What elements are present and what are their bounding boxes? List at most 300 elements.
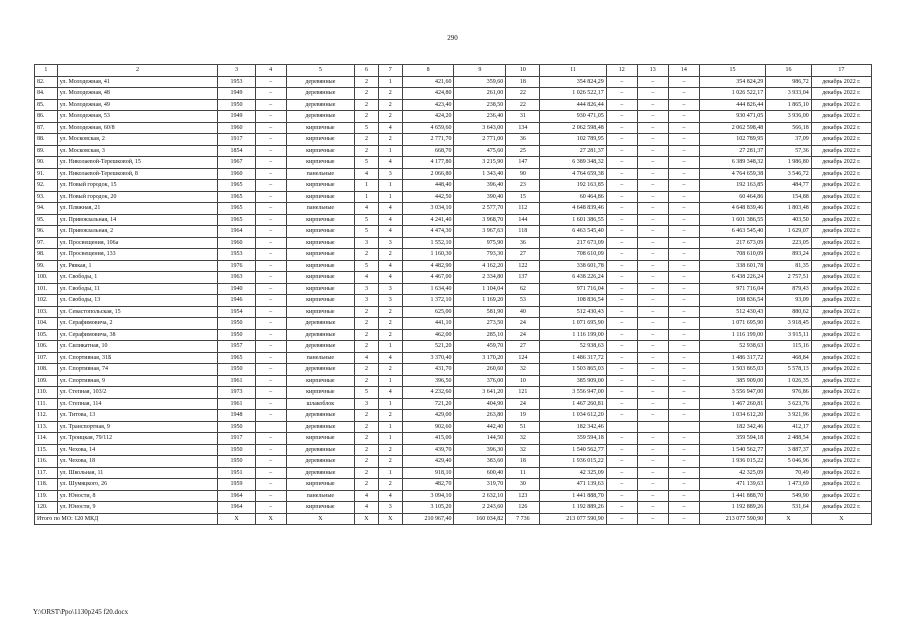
table-cell: 126 bbox=[506, 502, 540, 514]
table-cell: 3 556 947,00 bbox=[699, 387, 765, 399]
table-cell: ул. Школьная, 11 bbox=[57, 467, 218, 479]
table-cell: ул. Молодежная, 53 bbox=[57, 111, 218, 123]
table-cell: 1 503 865,03 bbox=[699, 364, 765, 376]
table-cell: 88. bbox=[35, 134, 58, 146]
table-cell: 4 bbox=[355, 168, 379, 180]
table-cell: 1965 bbox=[218, 352, 255, 364]
table-cell: декабрь 2022 г. bbox=[811, 283, 871, 295]
table-cell: 1 441 888,70 bbox=[699, 490, 765, 502]
table-cell: ул. Свободы, 1 bbox=[57, 272, 218, 284]
table-cell: 3 bbox=[378, 295, 402, 307]
table-row bbox=[35, 398, 872, 410]
table-cell: 96. bbox=[35, 226, 58, 238]
table-cell: кирпичные bbox=[286, 479, 354, 491]
table-cell: 89. bbox=[35, 145, 58, 157]
table-cell: – bbox=[255, 306, 286, 318]
table-cell: 4 648 839,46 bbox=[540, 203, 606, 215]
table-cell: 31 bbox=[506, 111, 540, 123]
table-cell: ул. Титова, 13 bbox=[57, 410, 218, 422]
table-cell: кирпичные bbox=[286, 122, 354, 134]
table-cell: 2 bbox=[355, 421, 379, 433]
table-cell: 3 968,70 bbox=[454, 214, 506, 226]
table-cell: 2 bbox=[355, 410, 379, 422]
table-cell: 2 771,70 bbox=[402, 134, 454, 146]
column-header: 9 bbox=[454, 65, 506, 77]
table-cell: ул. Молодежная, 41 bbox=[57, 76, 218, 88]
table-cell: 531,64 bbox=[766, 502, 812, 514]
table-cell: – bbox=[637, 180, 668, 192]
table-cell: 1 bbox=[378, 398, 402, 410]
table-body bbox=[35, 76, 872, 513]
table-cell: ул. Пляжная, 21 bbox=[57, 203, 218, 215]
total-cell: – bbox=[606, 513, 637, 525]
table-cell: 27 281,37 bbox=[540, 145, 606, 157]
table-cell: 3 933,04 bbox=[766, 88, 812, 100]
table-cell: 3 105,20 bbox=[402, 502, 454, 514]
table-cell: – bbox=[255, 111, 286, 123]
table-row bbox=[35, 145, 872, 157]
table-cell: декабрь 2022 г. bbox=[811, 237, 871, 249]
table-cell: 971 716,04 bbox=[540, 283, 606, 295]
table-cell: 137 bbox=[506, 272, 540, 284]
table-cell: 27 bbox=[506, 249, 540, 261]
table-cell: кирпичные bbox=[286, 214, 354, 226]
table-cell: 192 163,85 bbox=[540, 180, 606, 192]
table-cell: панельные bbox=[286, 203, 354, 215]
table-cell: – bbox=[255, 329, 286, 341]
header-row bbox=[35, 65, 872, 77]
table-cell: – bbox=[637, 76, 668, 88]
table-row bbox=[35, 375, 872, 387]
table-cell: 1 bbox=[378, 433, 402, 445]
table-cell: – bbox=[606, 157, 637, 169]
table-cell: – bbox=[606, 260, 637, 272]
table-row bbox=[35, 180, 872, 192]
table-cell: 6 438 226,24 bbox=[699, 272, 765, 284]
table-cell: 116. bbox=[35, 456, 58, 468]
table-cell: 4 177,80 bbox=[402, 157, 454, 169]
table-row bbox=[35, 157, 872, 169]
table-cell: – bbox=[668, 329, 699, 341]
table-cell: декабрь 2022 г. bbox=[811, 479, 871, 491]
table-cell: 3 643,00 bbox=[454, 122, 506, 134]
table-cell: – bbox=[637, 295, 668, 307]
table-cell: ул. Юности, 9 bbox=[57, 502, 218, 514]
table-cell: – bbox=[668, 214, 699, 226]
table-cell: 1 486 317,72 bbox=[540, 352, 606, 364]
table-cell: 118. bbox=[35, 479, 58, 491]
table-cell: 484,77 bbox=[766, 180, 812, 192]
table-cell: 2 bbox=[378, 364, 402, 376]
table-cell: ул. Транспортная, 9 bbox=[57, 421, 218, 433]
table-cell: 2 bbox=[378, 329, 402, 341]
table-cell: 97. bbox=[35, 237, 58, 249]
table-cell: 5 bbox=[355, 157, 379, 169]
column-header: 6 bbox=[355, 65, 379, 77]
table-cell: декабрь 2022 г. bbox=[811, 456, 871, 468]
table-cell: ул. Просвещения, 133 bbox=[57, 249, 218, 261]
table-cell: ул. Серафимовича, 38 bbox=[57, 329, 218, 341]
table-cell: 4 bbox=[355, 203, 379, 215]
table-cell: – bbox=[668, 387, 699, 399]
table-cell: – bbox=[255, 99, 286, 111]
table-cell: 429,00 bbox=[402, 410, 454, 422]
table-cell: – bbox=[255, 272, 286, 284]
table-cell: декабрь 2022 г. bbox=[811, 88, 871, 100]
table-cell: 1961 bbox=[218, 398, 255, 410]
table-cell: – bbox=[637, 364, 668, 376]
table-cell: – bbox=[637, 444, 668, 456]
table-cell bbox=[637, 421, 668, 433]
table-cell: – bbox=[606, 134, 637, 146]
table-cell: – bbox=[606, 283, 637, 295]
table-cell: 383,60 bbox=[454, 456, 506, 468]
table-cell: – bbox=[606, 191, 637, 203]
table-cell: 5 bbox=[355, 226, 379, 238]
table-row bbox=[35, 341, 872, 353]
table-cell: 1950 bbox=[218, 456, 255, 468]
table-row bbox=[35, 410, 872, 422]
table-cell: – bbox=[606, 479, 637, 491]
table-cell: 3 641,20 bbox=[454, 387, 506, 399]
table-cell: 1 026 522,17 bbox=[699, 88, 765, 100]
table-cell: 3 bbox=[355, 398, 379, 410]
table-cell: 10 bbox=[506, 375, 540, 387]
table-cell: 2 bbox=[378, 479, 402, 491]
table-cell: ул. Новый городок, 15 bbox=[57, 180, 218, 192]
table-cell: 3 bbox=[355, 237, 379, 249]
table-cell: 3 887,37 bbox=[766, 444, 812, 456]
table-cell: 144 bbox=[506, 214, 540, 226]
table-cell: декабрь 2022 г. bbox=[811, 76, 871, 88]
table-cell: 285,10 bbox=[454, 329, 506, 341]
table-cell: 2 bbox=[355, 479, 379, 491]
table-cell: 119. bbox=[35, 490, 58, 502]
table-cell: 1 441 888,70 bbox=[540, 490, 606, 502]
table-cell: 444 826,44 bbox=[540, 99, 606, 111]
table-cell: 918,10 bbox=[402, 467, 454, 479]
table-cell: – bbox=[668, 502, 699, 514]
table-cell: 1965 bbox=[218, 214, 255, 226]
table-cell: 120. bbox=[35, 502, 58, 514]
table-cell: 223,05 bbox=[766, 237, 812, 249]
table-cell: 1 503 865,03 bbox=[540, 364, 606, 376]
table-cell: 930 471,05 bbox=[699, 111, 765, 123]
table-cell: декабрь 2022 г. bbox=[811, 99, 871, 111]
table-cell: ул. Чехова, 14 bbox=[57, 444, 218, 456]
table-cell: 4 659,60 bbox=[402, 122, 454, 134]
table-cell: 134 bbox=[506, 122, 540, 134]
table-cell: – bbox=[668, 203, 699, 215]
table-cell: 1950 bbox=[218, 99, 255, 111]
table-cell: кирпичные bbox=[286, 237, 354, 249]
table-cell: 2 bbox=[355, 433, 379, 445]
total-cell: X bbox=[286, 513, 354, 525]
table-cell: – bbox=[606, 467, 637, 479]
page-number: 290 bbox=[447, 34, 458, 42]
table-cell: – bbox=[255, 479, 286, 491]
table-cell: – bbox=[637, 490, 668, 502]
table-cell: 1 467 260,81 bbox=[540, 398, 606, 410]
table-cell: 1 936 015,22 bbox=[540, 456, 606, 468]
table-row bbox=[35, 214, 872, 226]
table-cell: 30 bbox=[506, 479, 540, 491]
table-cell: – bbox=[637, 203, 668, 215]
table-cell: – bbox=[637, 375, 668, 387]
table-cell: 721,20 bbox=[402, 398, 454, 410]
table-cell: – bbox=[255, 283, 286, 295]
table-cell: 1 bbox=[355, 180, 379, 192]
table-cell: 57,36 bbox=[766, 145, 812, 157]
table-cell: 82. bbox=[35, 76, 58, 88]
table-row bbox=[35, 318, 872, 330]
table-cell: 24 bbox=[506, 329, 540, 341]
table-cell: – bbox=[606, 76, 637, 88]
table-cell: 4 241,40 bbox=[402, 214, 454, 226]
table-cell: 475,60 bbox=[454, 145, 506, 157]
table-cell: – bbox=[637, 502, 668, 514]
table-cell: 2 bbox=[355, 456, 379, 468]
table-cell: 1 986,80 bbox=[766, 157, 812, 169]
table-cell: декабрь 2022 г. bbox=[811, 318, 871, 330]
table-cell: 581,90 bbox=[454, 306, 506, 318]
table-cell: 893,24 bbox=[766, 249, 812, 261]
total-label: Итого по МО: 120 МКД bbox=[35, 513, 218, 525]
column-header: 17 bbox=[811, 65, 871, 77]
table-cell: 396,40 bbox=[454, 180, 506, 192]
table-cell: 5 046,96 bbox=[766, 456, 812, 468]
table-cell: 459,70 bbox=[454, 341, 506, 353]
table-cell: 100. bbox=[35, 272, 58, 284]
table-cell: ул. Московская, 2 bbox=[57, 134, 218, 146]
table-cell: 2 bbox=[378, 456, 402, 468]
table-cell: ул. Силикатная, 10 bbox=[57, 341, 218, 353]
table-cell: 512 430,43 bbox=[540, 306, 606, 318]
table-cell: 24 bbox=[506, 398, 540, 410]
table-cell: кирпичные bbox=[286, 433, 354, 445]
table-cell: 1949 bbox=[218, 111, 255, 123]
table-row bbox=[35, 76, 872, 88]
table-cell: – bbox=[668, 341, 699, 353]
table-cell: 4 bbox=[355, 272, 379, 284]
table-cell: декабрь 2022 г. bbox=[811, 122, 871, 134]
table-cell: 404,90 bbox=[454, 398, 506, 410]
table-cell: – bbox=[668, 433, 699, 445]
table-cell: 102 789,95 bbox=[699, 134, 765, 146]
table-cell: – bbox=[668, 467, 699, 479]
table-cell: 4 bbox=[378, 352, 402, 364]
table-cell: 462,00 bbox=[402, 329, 454, 341]
table-cell: 429,40 bbox=[402, 456, 454, 468]
table-cell: 4 bbox=[378, 226, 402, 238]
table-cell: – bbox=[637, 237, 668, 249]
table-cell: – bbox=[606, 433, 637, 445]
table-cell: 1 540 562,77 bbox=[540, 444, 606, 456]
table-cell: кирпичные bbox=[286, 157, 354, 169]
table-cell: – bbox=[637, 456, 668, 468]
table-cell: – bbox=[668, 479, 699, 491]
table-cell: 3 967,63 bbox=[454, 226, 506, 238]
table-cell: 439,70 bbox=[402, 444, 454, 456]
table-cell: 668,70 bbox=[402, 145, 454, 157]
table-cell: 1953 bbox=[218, 249, 255, 261]
table-cell: – bbox=[668, 398, 699, 410]
table-cell: 5 bbox=[355, 122, 379, 134]
table-cell: 1950 bbox=[218, 364, 255, 376]
table-cell: 3 921,96 bbox=[766, 410, 812, 422]
table-cell: декабрь 2022 г. bbox=[811, 444, 871, 456]
table-cell: 4 bbox=[378, 214, 402, 226]
table-cell: ул. Просвещения, 106а bbox=[57, 237, 218, 249]
table-cell: 2 bbox=[355, 145, 379, 157]
table-cell: – bbox=[255, 364, 286, 376]
table-cell: 261,00 bbox=[454, 88, 506, 100]
table-cell: – bbox=[606, 237, 637, 249]
table-cell: 3 623,76 bbox=[766, 398, 812, 410]
table-cell: – bbox=[606, 410, 637, 422]
table-cell: декабрь 2022 г. bbox=[811, 364, 871, 376]
table-row bbox=[35, 456, 872, 468]
table-cell: 3 370,40 bbox=[402, 352, 454, 364]
table-cell: 1950 bbox=[218, 444, 255, 456]
table-cell: деревянные bbox=[286, 341, 354, 353]
table-cell: – bbox=[668, 375, 699, 387]
table-cell: 1 bbox=[378, 421, 402, 433]
column-header: 12 bbox=[606, 65, 637, 77]
table-cell: – bbox=[606, 490, 637, 502]
table-cell: 1 071 695,90 bbox=[540, 318, 606, 330]
table-cell: декабрь 2022 г. bbox=[811, 329, 871, 341]
table-cell: ул. Новый городок, 20 bbox=[57, 191, 218, 203]
table-row bbox=[35, 237, 872, 249]
table-cell: 986,72 bbox=[766, 76, 812, 88]
table-cell: ул. Рявкая, 1 bbox=[57, 260, 218, 272]
table-cell: 1967 bbox=[218, 157, 255, 169]
column-header: 4 bbox=[255, 65, 286, 77]
table-cell: деревянные bbox=[286, 99, 354, 111]
table-cell: 442,50 bbox=[402, 191, 454, 203]
table-cell: 108 836,54 bbox=[699, 295, 765, 307]
table-cell: декабрь 2022 г. bbox=[811, 203, 871, 215]
table-cell: ул. Привокзальная, 14 bbox=[57, 214, 218, 226]
table-cell: ул. Спортивная, 31Б bbox=[57, 352, 218, 364]
table-cell: – bbox=[606, 203, 637, 215]
table-cell: 1953 bbox=[218, 76, 255, 88]
total-cell: – bbox=[668, 513, 699, 525]
table-cell: – bbox=[668, 364, 699, 376]
table-cell: декабрь 2022 г. bbox=[811, 249, 871, 261]
table-cell: – bbox=[637, 157, 668, 169]
table-cell: панельные bbox=[286, 352, 354, 364]
table-cell: 111. bbox=[35, 398, 58, 410]
table-cell: 4 bbox=[378, 490, 402, 502]
table-cell: 1950 bbox=[218, 329, 255, 341]
table-cell: ул. Степная, 114 bbox=[57, 398, 218, 410]
table-cell: 976,86 bbox=[766, 387, 812, 399]
table-cell: 4 bbox=[378, 272, 402, 284]
table-cell: – bbox=[668, 318, 699, 330]
table-cell: 6 438 226,24 bbox=[540, 272, 606, 284]
table-cell: кирпичные bbox=[286, 283, 354, 295]
table-cell: 3 bbox=[378, 237, 402, 249]
table-cell: 6 463 545,40 bbox=[540, 226, 606, 238]
table-cell: 600,40 bbox=[454, 467, 506, 479]
table-cell: 390,40 bbox=[454, 191, 506, 203]
table-cell: декабрь 2022 г. bbox=[811, 467, 871, 479]
table-cell: 3 bbox=[378, 283, 402, 295]
table-cell: 4 bbox=[378, 387, 402, 399]
housing-table bbox=[34, 64, 872, 525]
table-cell: декабрь 2022 г. bbox=[811, 260, 871, 272]
table-cell: декабрь 2022 г. bbox=[811, 145, 871, 157]
table-cell: кирпичные bbox=[286, 387, 354, 399]
table-row bbox=[35, 352, 872, 364]
table-row bbox=[35, 329, 872, 341]
table-cell: 415,00 bbox=[402, 433, 454, 445]
table-cell: 192 163,85 bbox=[699, 180, 765, 192]
table-cell: 93,09 bbox=[766, 295, 812, 307]
table-cell: 1 bbox=[378, 76, 402, 88]
column-header: 14 bbox=[668, 65, 699, 77]
table-cell: 53 bbox=[506, 295, 540, 307]
table-cell: 424,80 bbox=[402, 88, 454, 100]
table-cell: 1963 bbox=[218, 272, 255, 284]
total-cell: X bbox=[378, 513, 402, 525]
table-cell: 87. bbox=[35, 122, 58, 134]
table-cell: декабрь 2022 г. bbox=[811, 226, 871, 238]
table-cell: – bbox=[668, 490, 699, 502]
table-cell: декабрь 2022 г. bbox=[811, 306, 871, 318]
table-cell: – bbox=[637, 226, 668, 238]
table-cell: ул. Привокзальная, 2 bbox=[57, 226, 218, 238]
table-cell: 2 bbox=[355, 467, 379, 479]
table-cell: 70,49 bbox=[766, 467, 812, 479]
table-cell: 106. bbox=[35, 341, 58, 353]
table-cell: – bbox=[606, 145, 637, 157]
table-cell: – bbox=[255, 444, 286, 456]
table-cell: 1 343,40 bbox=[454, 168, 506, 180]
table-cell: 1 bbox=[355, 191, 379, 203]
table-cell: – bbox=[668, 122, 699, 134]
table-cell: 2 488,54 bbox=[766, 433, 812, 445]
table-cell: декабрь 2022 г. bbox=[811, 375, 871, 387]
table-row bbox=[35, 111, 872, 123]
table-cell: 182 342,46 bbox=[540, 421, 606, 433]
table-cell: 879,43 bbox=[766, 283, 812, 295]
table-cell: 448,40 bbox=[402, 180, 454, 192]
total-cell: X bbox=[811, 513, 871, 525]
table-cell: 793,30 bbox=[454, 249, 506, 261]
table-cell: деревянные bbox=[286, 444, 354, 456]
table-cell: 4 764 659,38 bbox=[699, 168, 765, 180]
table-cell: 2 062 598,48 bbox=[699, 122, 765, 134]
table-cell: ул. Троицкая, 79/112 bbox=[57, 433, 218, 445]
table-cell: 1954 bbox=[218, 306, 255, 318]
table-cell: 1 bbox=[378, 375, 402, 387]
table-cell: 1965 bbox=[218, 180, 255, 192]
table-cell: кирпичные bbox=[286, 375, 354, 387]
table-cell bbox=[255, 421, 286, 433]
table-cell: 2 771,00 bbox=[454, 134, 506, 146]
table-row bbox=[35, 88, 872, 100]
table-cell: 1964 bbox=[218, 490, 255, 502]
table-cell: 32 bbox=[506, 364, 540, 376]
table-cell: деревянные bbox=[286, 456, 354, 468]
table-cell: 1 116 199,00 bbox=[540, 329, 606, 341]
table-cell: деревянные bbox=[286, 76, 354, 88]
table-cell: – bbox=[637, 352, 668, 364]
table-cell: 263,80 bbox=[454, 410, 506, 422]
